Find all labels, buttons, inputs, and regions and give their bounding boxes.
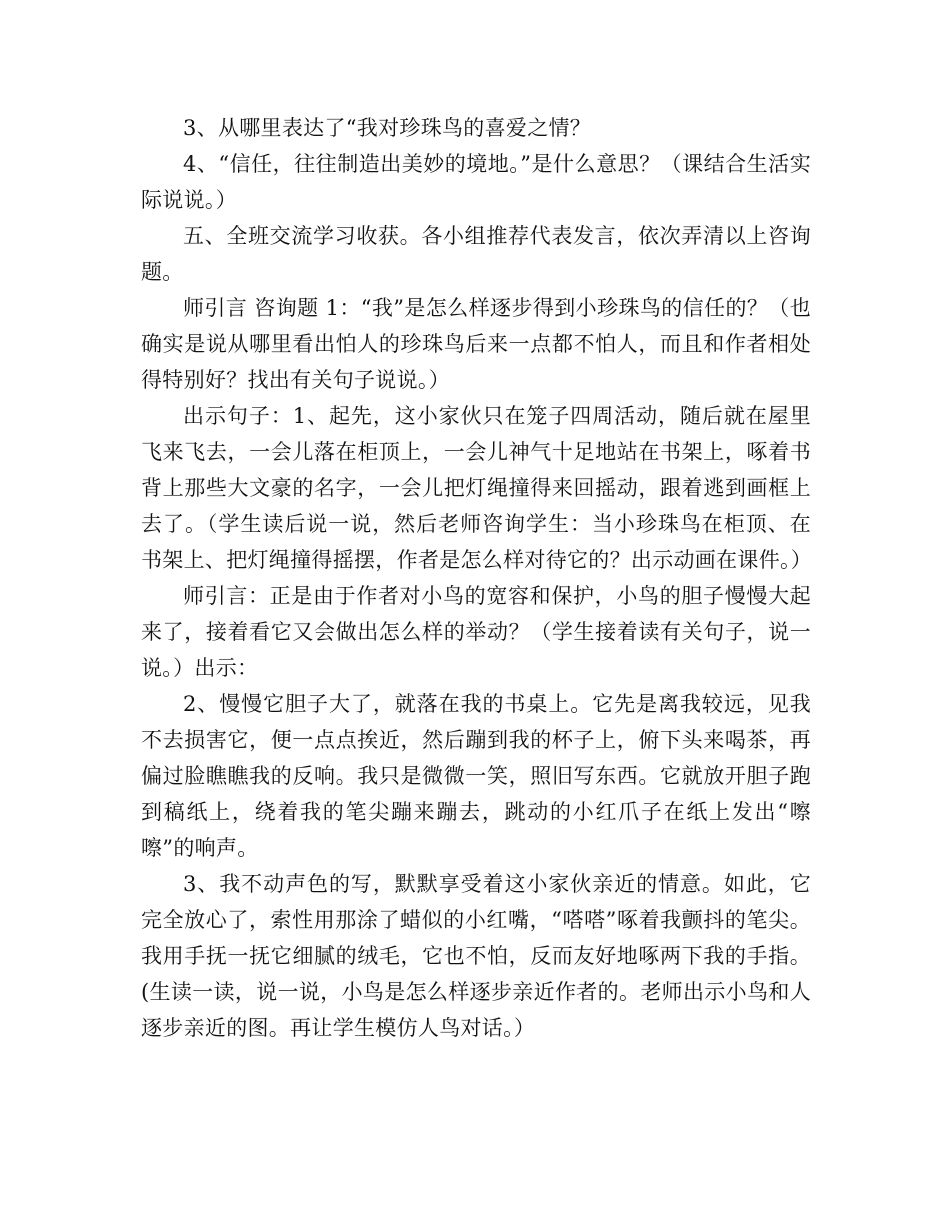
paragraph-section-5: 五、全班交流学习收获。各小组推荐代表发言，依次弄清以上咨询题。: [141, 224, 811, 284]
paragraph-question-3: 3、从哪里表达了“我对珍珠鸟的喜爱之情？: [183, 116, 592, 140]
paragraph-sentence-2: 2、慢慢它胆子大了，就落在我的书桌上。它先是离我较远，见我不去损害它，便一点点挨近，然后蹦到我的杯子上，俯下头来喝茶，再偏过脸瞧瞧我的反响。我只是微微一笑，照旧写东西。它就放开胆子跑到稿纸上，绕着我的笔尖蹦来蹦去，跳动的小红爪子在纸上发出“嚓嚓”的响声。: [141, 692, 811, 860]
paragraph-question-4: 4、“信任，往往制造出美妙的境地。”是什么意思？（课结合生活实际说说。）: [141, 152, 811, 212]
paragraph-teacher-intro-2: 师引言：正是由于作者对小鸟的宽容和保护，小鸟的胆子慢慢大起来了，接着看它又会做出怎么样的举动？（学生接着读有关句子，说一说。）出示：: [141, 584, 811, 680]
document-body: [141, 110, 811, 1046]
paragraph-sentence-3: 3、我不动声色的写，默默享受着这小家伙亲近的情意。如此，它完全放心了，索性用那涂了蜡似的小红嘴，“嗒嗒”啄着我颤抖的笔尖。我用手抚一抚它细腻的绒毛，它也不怕，反而友好地啄两下我的手指。(生读一读，说一说，小鸟是怎么样逐步亲近作者的。老师出示小鸟和人逐步亲近的图。再让学生模仿人鸟对话。）: [141, 872, 811, 1040]
paragraph-show-sentence-1: 出示句子：1、起先，这小家伙只在笼子四周活动，随后就在屋里飞来飞去，一会儿落在柜顶上，一会儿神气十足地站在书架上，啄着书背上那些大文豪的名字，一会儿把灯绳撞得来回摇动，跟着逃到画框上去了。（学生读后说一说，然后老师咨询学生：当小珍珠鸟在柜顶、在书架上、把灯绳撞得摇摆，作者是怎么样对待它的？出示动画在课件。）: [141, 404, 813, 572]
paragraph-teacher-intro-1: 师引言 咨询题 1：“我”是怎么样逐步得到小珍珠鸟的信任的？（也确实是说从哪里看出怕人的珍珠鸟后来一点都不怕人，而且和作者相处得特别好？找出有关句子说说。）: [141, 296, 811, 392]
